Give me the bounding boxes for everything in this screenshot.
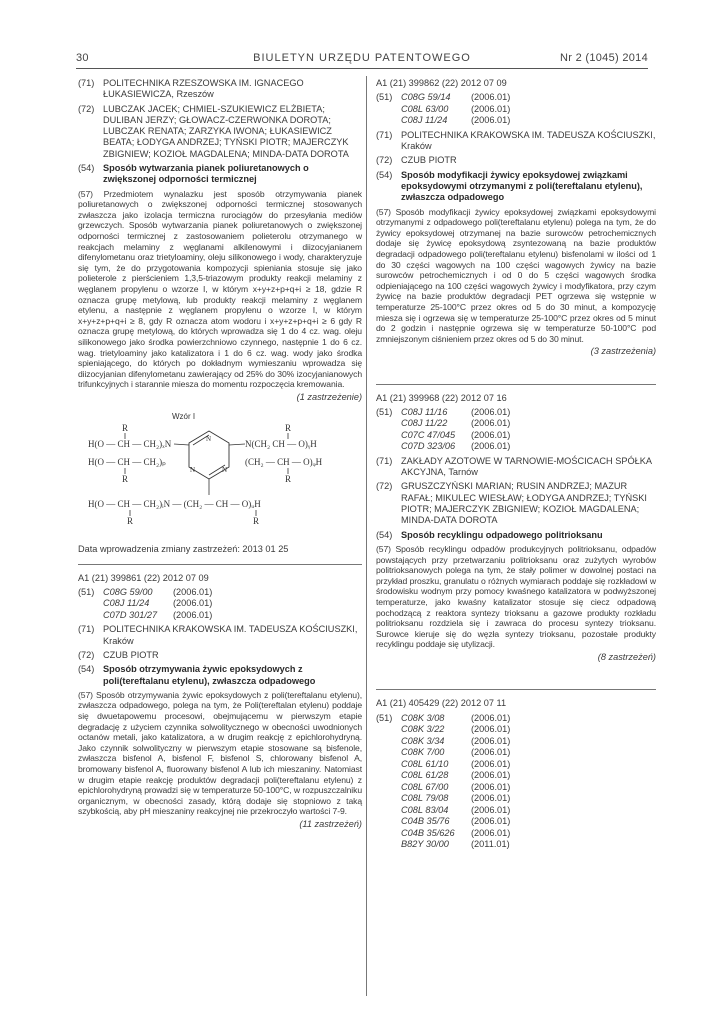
inventors-row: (72) CZUB PIOTR (376, 155, 656, 166)
classification-item (401, 92, 656, 104)
entry-separator (376, 384, 656, 385)
inventors-row: (72) GRUSZCZYŃSKI MARIAN; RUSIN ANDRZEJ; MAZUR RAFAŁ; MIKULEC WIESŁAW; ŁODYGA ANDRZEJ; TYŃSKI PIOTR; MAJERCZYK ZBIGNIEW; KOZIOŁ MAGDALENA; MINDA-DATA DOROTA (376, 481, 656, 526)
svg-text:R: R (253, 516, 260, 527)
classification-code: C08L 79/08 (401, 793, 449, 803)
classification-item (401, 407, 656, 419)
classification-item (401, 747, 656, 759)
applicant-row: (71) POLITECHNIKA KRAKOWSKA IM. TADEUSZA KOŚCIUSZKI, Kraków (78, 624, 362, 647)
classification-year: (2006.01) (471, 429, 511, 440)
claims-count: (11 zastrzeżeń) (299, 818, 362, 829)
svg-text:R: R (285, 474, 292, 485)
abstract: (57) Przedmiotem wynalazku jest sposób otrzymywania pianek poliuretanowych o zwiększonej odporności termicznej stosowanych zwłaszcza jako izolacja termiczna rurociągów do przesyłania mediów grzewczych. Sposób wytwarzania pianek poliuretanowych o zwiększonej odporności termicznej z zastosowaniem polieterolu otrzymanego w reakcjach melaminy z węglanami alkilenowymi i diizocyjanianem difenylometanu oraz trietyloaminy, oleju silikonowego i wody, charakteryzuje się tym, że do przygotowania kompozycji spieniania stosuje się jako polieterole z pierścieniem 1,3,5-triazowym produkty reakcji melaminy z węglanem propylenu o wzorze I, w którym x+y+z+p+q+i ≥ 18, gdzie R oznacza grupę metylową, lub produkty reakcji melaminy z węglanem etylenu, a następnie z węglanem propylenu o wzorze I, w którym x+y+z+p+q+i ≥ 8, gdy R oznacza atom wodoru i x+y+z+p+q+i ≥ 6 gdy R oznacza grupę metylową, do których wprowadza się 1 do 4 cz. wag. oleju silikonowego jako środka powierzchniowo czynnego, następnie 1 do 6 cz. wag. trietyloaminy jako katalizatora i 1 do 6 cz. wag. wody jako środka spieniającego, do których po dokładnym wymieszaniu wprowadza się diizocyjanian difenylometanu zawierający od 25% do 30% izocyjanianowych trifunkcyjnych i starannie miesza do momentu rozpoczęcia kremowania. (78, 188, 362, 390)
svg-text:H(O — CH — CH₂)ₓN: H(O — CH — CH₂)ₓN (88, 439, 172, 450)
entry-separator (78, 564, 362, 565)
classification-list (401, 407, 656, 453)
page-header (76, 52, 648, 68)
applicant: POLITECHNIKA KRAKOWSKA IM. TADEUSZA KOŚCIUSZKI, Kraków (401, 129, 656, 152)
classification-item (401, 736, 656, 748)
classification-item (401, 816, 656, 828)
classification-row: (51) C08G 59/14 (2006.01) C08L 63/00 (2006.01) C08J 11/24 (2006.01) (376, 92, 656, 127)
classification-year: (2006.01) (471, 115, 511, 126)
classification-year: (2006.01) (471, 103, 511, 114)
classification-year: (2006.01) (471, 441, 511, 452)
classification-year: (2006.01) (471, 816, 511, 826)
applicant: POLITECHNIKA KRAKOWSKA IM. TADEUSZA KOŚCIUSZKI, Kraków (103, 624, 358, 646)
classification-year: (2006.01) (471, 827, 511, 838)
classification-year: (2006.01) (471, 747, 511, 757)
claims-count: (8 zastrzeżeń) (597, 651, 656, 662)
header-rule (76, 68, 648, 69)
entry-head: A1 (21) 399862 (22) 2012 07 09 (376, 78, 507, 88)
classification-item (401, 828, 656, 840)
classification-code: C08K 3/34 (401, 735, 445, 746)
classification-list (401, 92, 656, 127)
classification-code: C04B 35/76 (401, 816, 450, 826)
title-row: (54) Sposób otrzymywania żywic epoksydowych z poli(tereftalanu etylenu), zwłaszcza odpadowego (78, 664, 362, 687)
claims-count: (1 zastrzeżenie) (296, 391, 362, 402)
abstract: (57) Sposób recyklingu odpadów produkcyjnych politrioksanu, odpadów powstających przy przetwarzaniu politrioksanu oraz zużytych wyrobów politrioksanowych polega na tym, że stały polimer w dowolnej postaci na przykład proszku, granulatu o różnych wymiarach poddaje się rozkładowi w środowisku wodnym przy pomocy kwaśnego katalizatora w podwyższonej temperaturze, jako kwaśny katalizator stosuje się ciecz odpadową pochodzącą z reaktora syntezy trioksanu a gazowe produkty rozkładu politrioksanu rozdziela się i zawraca do procesu syntezy trioksanu. Surowce kieruje się do węzła syntezy trioksanu, pozostałe produkty recyklingu poddaje się utylizacji. (376, 543, 656, 650)
classification-year: (2006.01) (471, 758, 511, 769)
entry-head: A1 (21) 399968 (22) 2012 07 16 (376, 392, 507, 403)
title-row: (54) Sposób modyfikacji żywicy epoksydowej związkami epoksydowymi otrzymanymi z poli(tereftalanu etylenu), zwłaszcza odpadowego (376, 170, 656, 204)
classification-list (401, 713, 656, 851)
chemical-formula (78, 409, 362, 544)
classification-year: (2006.01) (471, 804, 511, 815)
classification-code: C08L 61/10 (401, 758, 449, 769)
svg-text:R: R (127, 516, 134, 527)
classification-item (103, 587, 362, 599)
inventors: CZUB PIOTR (401, 155, 457, 166)
classification-year: (2006.01) (471, 92, 511, 103)
left-column (78, 78, 362, 830)
classification-item (401, 759, 656, 771)
classification-code: C08L 63/00 (401, 103, 449, 114)
classification-year: (2006.01) (471, 406, 511, 417)
entry-head: A1 (21) 399861 (22) 2012 07 09 (78, 572, 209, 583)
column-divider (366, 76, 367, 996)
classification-item (401, 839, 656, 851)
svg-text:R: R (285, 423, 292, 434)
classification-item (401, 418, 656, 430)
classification-code: C04B 35/626 (401, 827, 455, 838)
classification-list (103, 587, 362, 622)
inventors: GRUSZCZYŃSKI MARIAN; RUSIN ANDRZEJ; MAZUR RAFAŁ; MIKULEC WIESŁAW; ŁODYGA ANDRZEJ; TYŃSKI PIOTR; MAJERCZYK ZBIGNIEW; KOZIOŁ MAGDALENA; MINDA-DATA DOROTA (401, 481, 647, 526)
svg-text:R: R (122, 423, 129, 434)
classification-year: (2006.01) (471, 418, 511, 429)
classification-item (401, 104, 656, 116)
classification-year: (2006.01) (471, 793, 511, 803)
classification-code: C08K 7/00 (401, 747, 445, 757)
inventors: LUBCZAK JACEK; CHMIEL-SZUKIEWICZ ELŻBIETA; DULIBAN JERZY; GŁOWACZ-CZERWONKA DOROTA; LUBCZAK RENATA; ZARZYKA IWONA; ŁUKASIEWICZ BEATA; ŁODYGA ANDRZEJ; TYŃSKI PIOTR; MAJERCZYK ZBIGNIEW; KOZIOŁ MAGDALENA; MINDA-DATA DOROTA (103, 103, 349, 159)
classification-item (401, 441, 656, 453)
inventors-row: (72) CZUB PIOTR (78, 650, 362, 661)
classification-code: C07D 301/27 (103, 609, 158, 620)
abstract: (57) Sposób modyfikacji żywicy epoksydowej związkami epoksydowymi otrzymanymi z odpadowego poli(tereftalanu etylenu) polega na tym, że do żywicy epoksydowej otrzymanej na bazie surowców petrochemicznych dodaje się żywicę epoksydową zsyntezowaną na bazie produktów degradacji odpadowego poli(tereftalanu etylenu) bisfenolami w ilości od 1 do 30 części wagowych na 100 części wagowych żywicy na bazie surowców petrochemicznych i od 0 do 5 części wagowych środka odpieniającego na 100 części wagowych żywicy i modyfikatora, przy czym żywicę na bazie produktów degradacji PET ogrzewa się wstępnie w temperaturze 25-100°C przez okres od 5 do 30 minut, a kompozycję miesza się i ogrzewa się w temperaturze 25-100°C przez okres od 5 minut do 2 godzin i następnie ogrzewa się w temperaturze 50-100°C pod zmniejszonym ciśnieniem przez okres od 5 do 30 minut. (376, 206, 656, 344)
classification-item (401, 713, 656, 725)
entry-head: A1 (21) 405429 (22) 2012 07 11 (376, 698, 507, 709)
bulletin-title: BIULETYN URZĘDU PATENTOWEGO (253, 52, 471, 64)
classification-code: C08K 3/22 (401, 724, 445, 734)
applicant-row: (71) ZAKŁADY AZOTOWE W TARNOWIE-MOŚCICACH SPÓŁKA AKCYJNA, Tarnów (376, 456, 656, 479)
svg-text:R: R (122, 474, 129, 485)
classification-year: (2006.01) (471, 770, 511, 780)
classification-code: C08J 11/24 (401, 115, 448, 126)
svg-text:N: N (206, 435, 212, 444)
classification-year: (2006.01) (471, 712, 511, 723)
svg-text:H(O — CH — CH₂)ᵢN — (CH₂ — CH: H(O — CH — CH₂)ᵢN — (CH₂ — CH — O)ᵤH (88, 499, 261, 510)
title-row: (54) Sposób recyklingu odpadowego politrioksanu (376, 530, 656, 541)
title-row: (54) Sposób wytwarzania pianek poliuretanowych o zwiększonej odporności termicznej (78, 163, 362, 186)
date-note: Data wprowadzenia zmiany zastrzeżeń: 2013 01 25 (78, 544, 289, 555)
patent-title: Sposób wytwarzania pianek poliuretanowych o zwiększonej odporności termicznej (103, 163, 309, 185)
classification-row: (51) C08G 59/00 (2006.01) C08J 11/24 (2006.01) C07D 301/27 (2006.01) (78, 587, 362, 622)
svg-text:N(CH₂ CH — O)ᵧH: N(CH₂ CH — O)ᵧH (245, 439, 317, 450)
classification-code: C08K 3/08 (401, 712, 445, 723)
entry-separator (376, 689, 656, 690)
applicant: POLITECHNIKA RZESZOWSKA IM. IGNACEGO ŁUKASIEWICZA, Rzeszów (103, 78, 304, 100)
abstract: (57) Sposób otrzymywania żywic epoksydowych z poli(tereftalanu etylenu), zwłaszcza odpadowego, polega na tym, że Poli(tereftalan etylenu) poddaje się dwuetapowemu procesowi, obejmującemu w pierwszym etapie degradację z użyciem czynnika solwolitycznego w obecności uwodnionych octanów metali, jako katalizatora, a w drugim reakcję z epichlorohydryną. Jako czynnik solwolityczny w pierwszym etapie stosowane są bisfenole, zwłaszcza bisfenol A, bisfenol F, bisfenol S, chlorowany bisfenol A, bromowany bisfenol A, fluorowany bisfenol A lub ich mieszaniny. Natomiast w drugim etapie reakcję produktów degradacji poli(tereftalanu etylenu) z epichlorohydryną prowadzi się w temperaturze 50-100°C, w rozpuszczalniku organicznym, w obecności zasady, którą dodaje się stopniowo z taką szybkością, aby pH mieszaniny reakcyjnej nie przekroczyło wartości 7-9. (78, 689, 362, 817)
classification-item (103, 610, 362, 622)
applicant: ZAKŁADY AZOTOWE W TARNOWIE-MOŚCICACH SPÓŁKA AKCYJNA, Tarnów (401, 455, 652, 478)
classification-year: (2011.01) (471, 839, 510, 849)
classification-code: C08J 11/22 (401, 418, 448, 429)
applicant-row: (71) POLITECHNIKA RZESZOWSKA IM. IGNACEGO ŁUKASIEWICZA, Rzeszów (78, 78, 362, 101)
classification-code: C08G 59/00 (103, 586, 153, 597)
classification-year: (2006.01) (173, 609, 213, 620)
formula-label: Wzór I (172, 412, 196, 422)
patent-title: Sposób recyklingu odpadowego politrioksanu (401, 529, 603, 540)
classification-item (401, 770, 656, 782)
classification-code: C08L 83/04 (401, 804, 449, 815)
classification-code: C08L 67/00 (401, 781, 449, 792)
classification-item (103, 598, 362, 610)
patent-title: Sposób modyfikacji żywicy epoksydowej związkami epoksydowymi otrzymanymi z poli(tereftalanu etylenu), zwłaszcza odpadowego (401, 169, 643, 203)
svg-text:N: N (190, 466, 196, 475)
classification-year: (2006.01) (471, 724, 511, 734)
svg-text:N: N (222, 466, 228, 475)
classification-code: C07C 47/045 (401, 429, 456, 440)
issue-number: Nr 2 (1045) 2014 (560, 52, 648, 64)
classification-code: C07D 323/06 (401, 441, 456, 452)
svg-text:H(O — CH — CH₂)ₚ: H(O — CH — CH₂)ₚ (88, 457, 166, 468)
classification-year: (2006.01) (471, 781, 511, 792)
right-column (376, 78, 656, 854)
classification-code: C08L 61/28 (401, 770, 449, 780)
svg-text:(CH₂ — CH — O)ᵩH: (CH₂ — CH — O)ᵩH (245, 457, 323, 468)
classification-item (401, 724, 656, 736)
classification-year: (2006.01) (173, 586, 213, 597)
classification-item (401, 430, 656, 442)
classification-code: B82Y 30/00 (401, 839, 449, 849)
inventors: CZUB PIOTR (103, 649, 159, 660)
patent-title: Sposób otrzymywania żywic epoksydowych z poli(tereftalanu etylenu), zwłaszcza odpadowego (103, 664, 316, 686)
classification-item (401, 115, 656, 127)
page-number: 30 (76, 52, 89, 64)
classification-item (401, 782, 656, 794)
classification-item (401, 805, 656, 817)
classification-item (401, 793, 656, 805)
classification-code: C08G 59/14 (401, 92, 451, 103)
classification-code: C08J 11/24 (103, 598, 150, 609)
inventors-row: (72) LUBCZAK JACEK; CHMIEL-SZUKIEWICZ ELŻBIETA; DULIBAN JERZY; GŁOWACZ-CZERWONKA DOROTA; LUBCZAK RENATA; ZARZYKA IWONA; ŁUKASIEWICZ BEATA; ŁODYGA ANDRZEJ; TYŃSKI PIOTR; MAJERCZYK ZBIGNIEW; KOZIOŁ MAGDALENA; MINDA-DATA DOROTA (78, 104, 362, 160)
applicant-row: (71) POLITECHNIKA KRAKOWSKA IM. TADEUSZA KOŚCIUSZKI, Kraków (376, 129, 656, 152)
classification-year: (2006.01) (173, 598, 213, 609)
formula-drawing (78, 409, 362, 544)
classification-year: (2006.01) (471, 735, 511, 746)
claims-count: (3 zastrzeżenia) (590, 346, 656, 357)
classification-row: (51) C08J 11/16 (2006.01) C08J 11/22 (2006.01) C07C 47/045 (2006.01) C07D 323/06 (2006.01) (376, 407, 656, 453)
classification-code: C08J 11/16 (401, 406, 448, 417)
classification-row: (51) C08K 3/08 (2006.01) C08K 3/22 (2006.01) C08K 3/34 (2006.01) C08K 7/00 (2006.01) C08L 61/10 (2006.01) C08L 61/28 (2006.01) C08L 67/00 (2006.01) C08L 79/08 (2006.01) C08L 83/04 (2006.01) C04B 35/76 (2006.01) C04B 35/626 (2006.01) B82Y 30/00 (2011.01) (376, 713, 656, 851)
